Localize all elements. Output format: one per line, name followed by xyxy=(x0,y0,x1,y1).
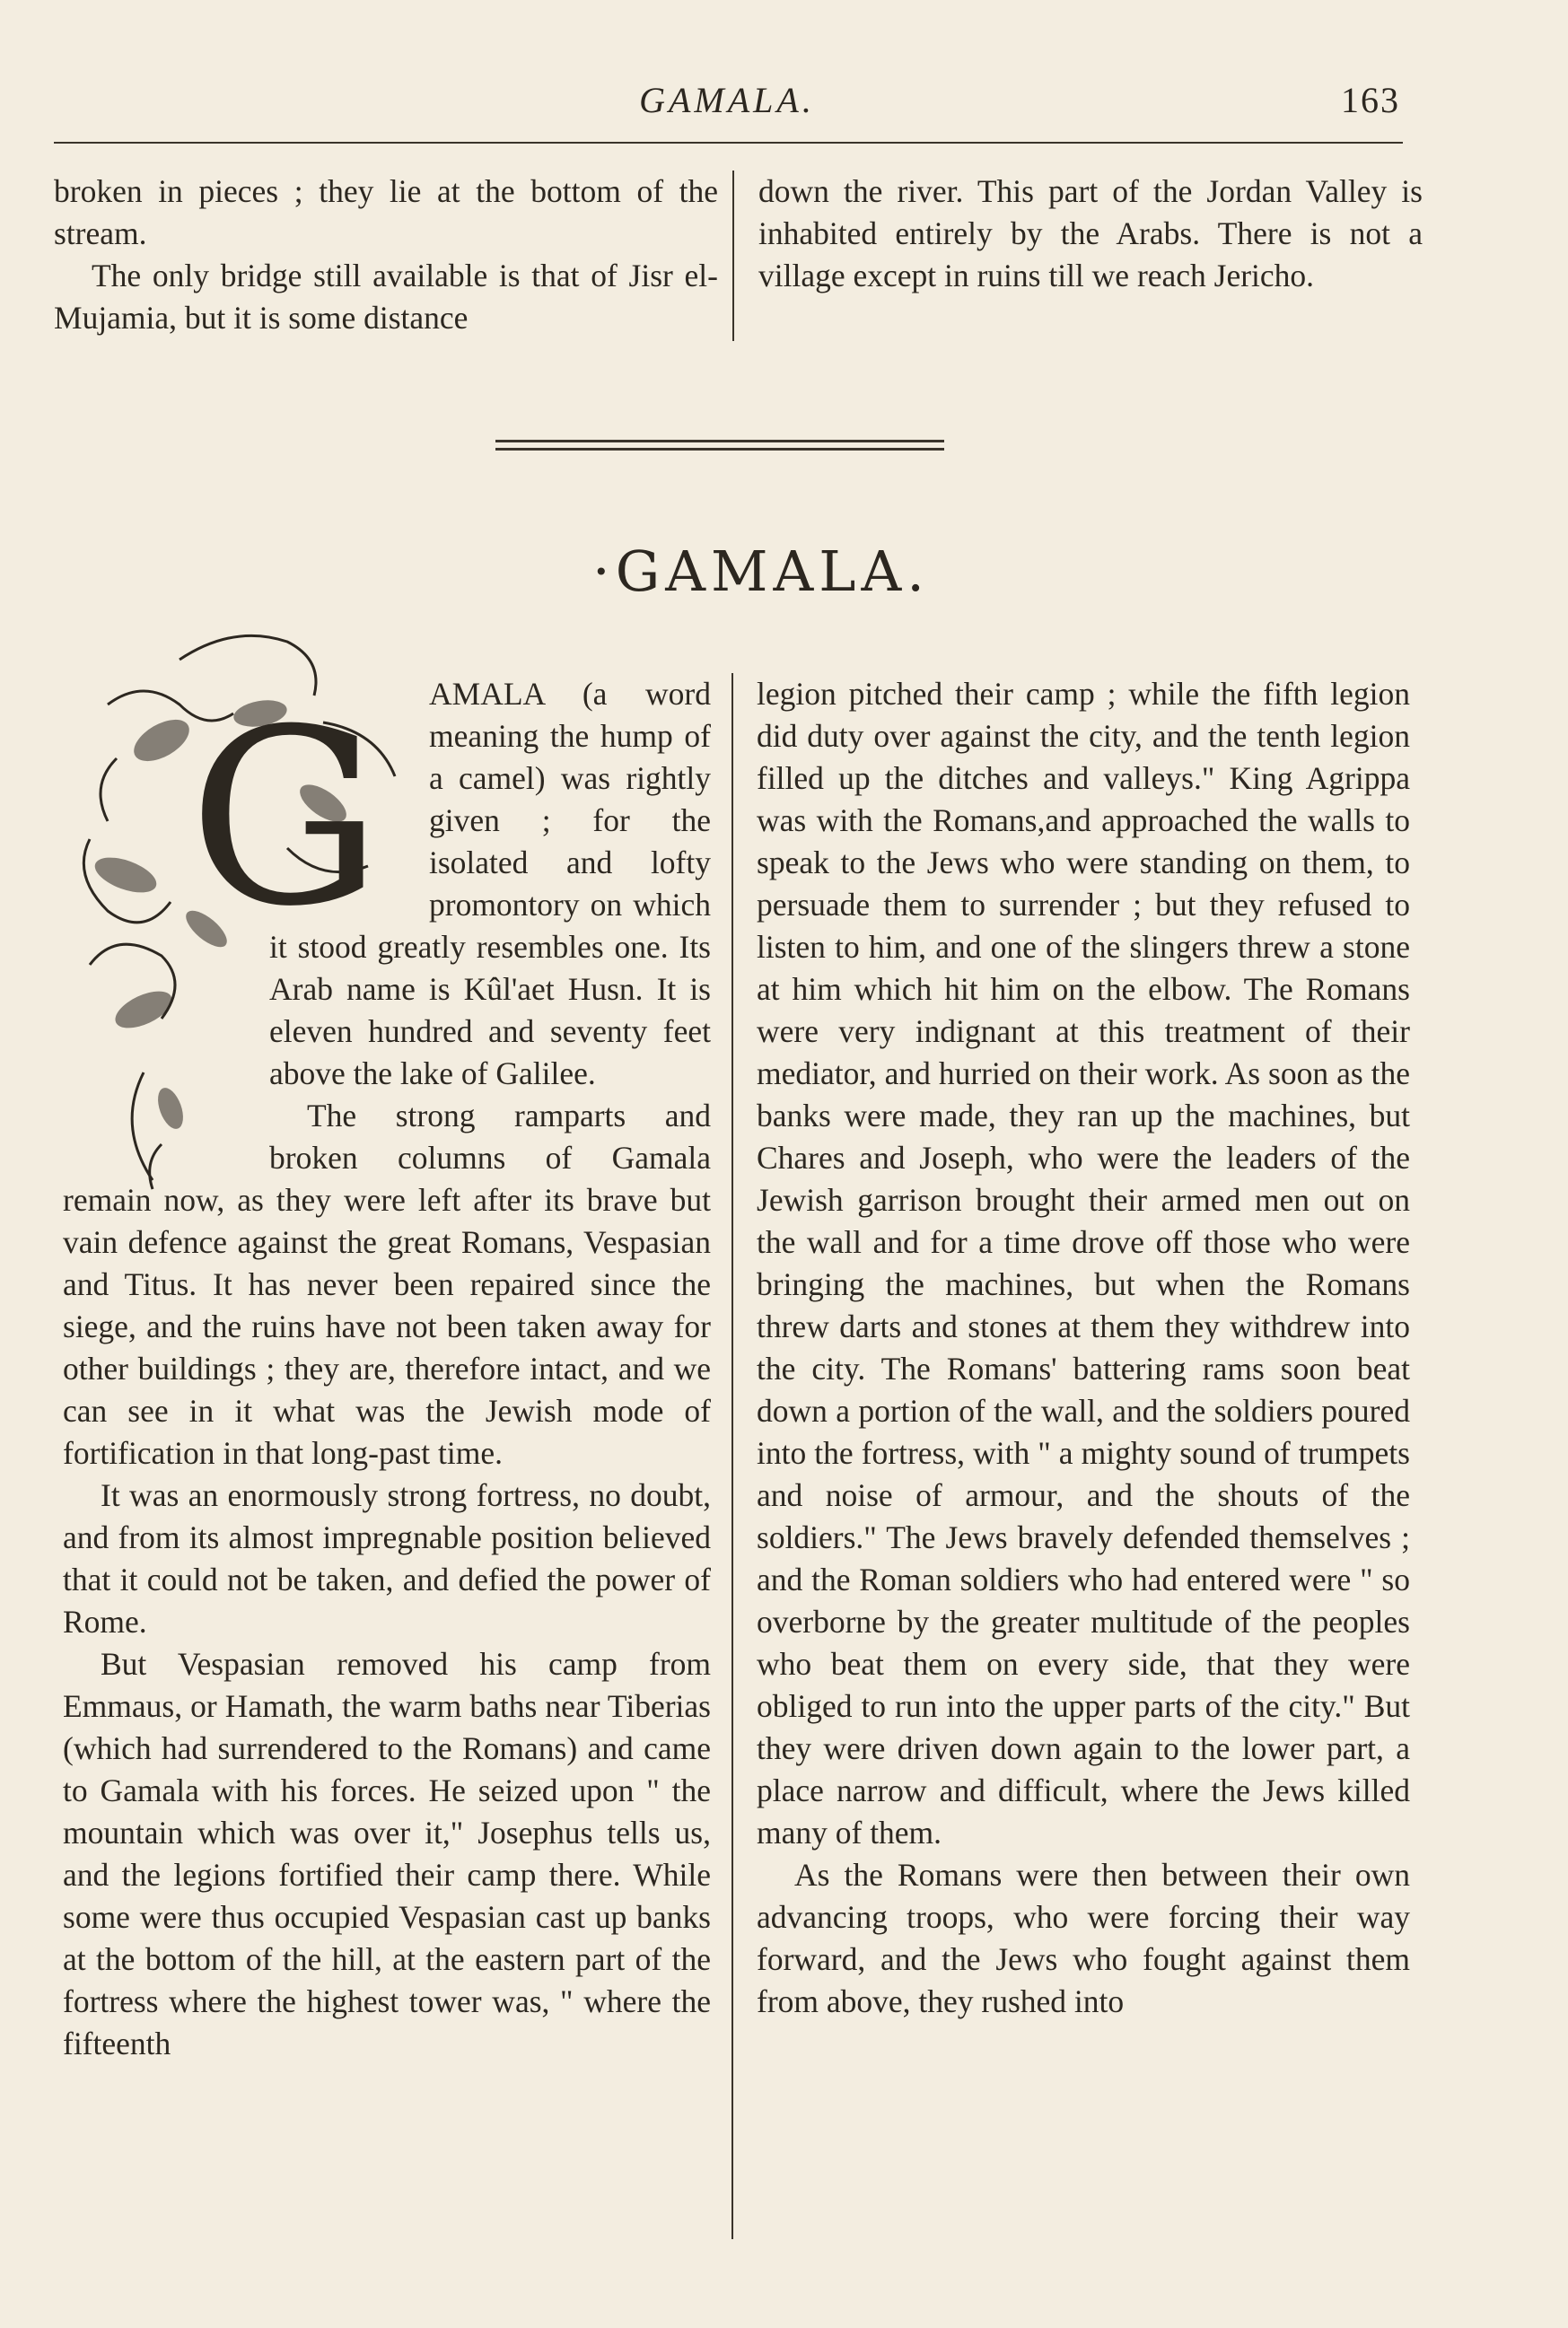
paragraph: But Vespasian removed his camp from Emmaus, or Hamath, the warm baths near Tiberias (which had surrendered to the Romans) and came to Gamala with his forces. He seized upon " the mountain which was over it," Josephus tells us, and the legions fortified their camp there. While some were thus occupied Vespasian cast up banks at the bottom of the hill, at the eastern part of the fortress where the highest tower was, " where the fifteenth xyxy=(63,1646,711,2061)
body-right-column xyxy=(757,673,1410,2023)
column-divider xyxy=(731,673,733,2239)
paragraph: broken in pieces ; they lie at the bottom of the stream. xyxy=(54,173,718,251)
body-left-column xyxy=(63,673,711,2065)
paragraph: legion pitched their camp ; while the fifth legion did duty over against the city, and the tenth legion filled up the ditches and valleys." King Agrippa was with the Romans,and approached the walls to speak to the Jews who were standing on them, to persuade them to surrender ; but they refused to listen to him, and one of the slingers threw a stone at him which hit him on the elbow. The Romans were very indignant at this treatment of their mediator, and hurried on their work. As soon as the banks were made, they ran up the machines, but Chares and Joseph, who were the leaders of the Jewish garrison brought their armed men out on the wall and for a time drove off those who were bringing the machines, but when the Romans threw darts and stones at them they withdrew into the city. The Romans' battering rams soon beat down a portion of the wall, and the soldiers poured into the fortress, with " a mighty sound of trumpets and noise of armour, and the shouts of the soldiers." The Jews bravely defended themselves ; and the Roman soldiers who had entered were " so overborne by the greater multitude of the peoples who beat them on every side, that they were obliged to run into the upper parts of the city." But they were driven down again to the lower part, a place narrow and difficult, where the Jews killed many of them. xyxy=(757,676,1410,1851)
top-continuation xyxy=(54,171,1423,341)
page-number: 163 xyxy=(1341,80,1400,120)
initial-letter: G xyxy=(188,677,382,959)
paragraph: As the Romans were then between their own advancing troops, who were forcing their way forward, and the Jews who fought against them from above, they rushed into xyxy=(757,1857,1410,2019)
top-left-column xyxy=(54,171,718,339)
section-title: ·GAMALA. xyxy=(592,538,930,604)
running-title: GAMALA. xyxy=(639,80,815,120)
column-divider xyxy=(732,171,734,341)
paragraph: The strong ramparts and broken columns of Gamala remain now, as they were left after its brave but vain defence against the great Romans, Vespasian and Titus. It has never been repaired since the siege, and the ruins have not been taken away for other buildings ; they are, therefore intact, and we can see in it what was the Jewish mode of fortification in that long-past time. xyxy=(63,1098,711,1471)
paragraph: AMALA (a word meaning the hump of a camel) was rightly given ; for the isolated and lofty promontory on which it stood greatly resembles one. Its Arab name is Kûl'aet Husn. It is eleven hundred and seventy feet above the lake of Galilee. xyxy=(269,676,711,1091)
paragraph: The only bridge still available is that of Jisr el-Mujamia, but it is some distance xyxy=(54,258,718,336)
top-right-column xyxy=(758,171,1423,297)
paragraph: It was an enormously strong fortress, no doubt, and from its almost impregnable position believed that it could not be taken, and defied the power of Rome. xyxy=(63,1477,711,1640)
running-head xyxy=(54,79,1400,133)
paragraph: down the river. This part of the Jordan Valley is inhabited entirely by the Arabs. There is not a village except in ruins till we reach Jericho. xyxy=(758,173,1423,293)
section-separator xyxy=(495,440,944,456)
header-rule xyxy=(54,142,1403,144)
